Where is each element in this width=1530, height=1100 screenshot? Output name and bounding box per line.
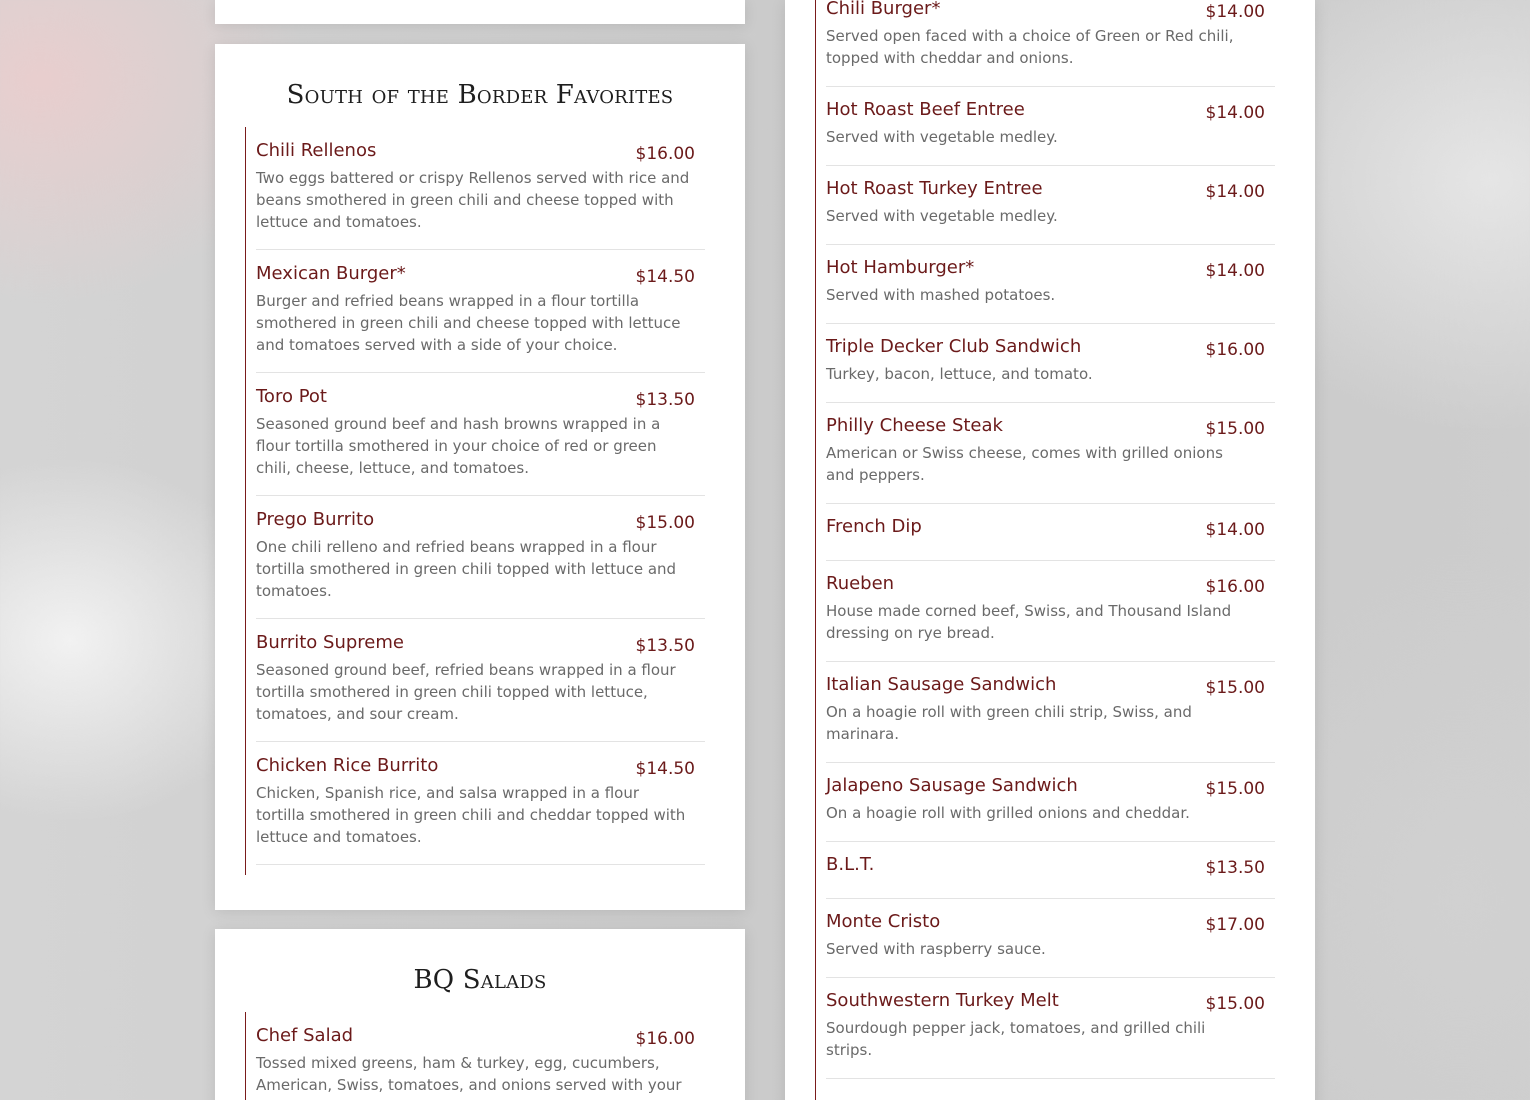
menu-item-name: Triple Decker Club Sandwich [826, 336, 1082, 357]
menu-item-name: Hot Roast Beef Entree [826, 99, 1025, 120]
menu-item[interactable] [826, 674, 1275, 762]
menu-item-description: Seasoned ground beef, refried beans wrapped in a flour tortilla smothered in green chili topped with lettuce, tomatoes, and sour cream. [256, 661, 676, 723]
item-divider [256, 741, 705, 742]
menu-item[interactable] [826, 99, 1275, 165]
menu-item-price: $16.00 [635, 144, 695, 164]
menu-item-name: Chicken Rice Burrito [256, 755, 439, 776]
menu-item-name: French Dip [826, 516, 922, 537]
menu-item-price: $14.00 [1205, 261, 1265, 281]
menu-item-description: Served with mashed potatoes. [826, 286, 1056, 304]
item-divider [826, 323, 1275, 324]
menu-card-previous [215, 0, 745, 24]
menu-item-name: Chili Burger* [826, 0, 941, 19]
menu-item-description: Chicken, Spanish rice, and salsa wrapped in a flour tortilla smothered in green chili and cheddar topped with lettuce and tomatoes. [256, 784, 686, 846]
menu-item-price: $13.50 [1205, 858, 1265, 878]
menu-item[interactable] [826, 775, 1275, 841]
menu-item[interactable] [826, 336, 1275, 402]
section-accent-line [245, 127, 246, 875]
menu-item-description: Two eggs battered or crispy Rellenos served with rice and beans smothered in green chili and cheese topped with lettuce and tomatoes. [256, 169, 690, 231]
menu-item-name: Southwestern Turkey Melt [826, 990, 1059, 1011]
menu-item-name: Chili Rellenos [256, 140, 377, 161]
menu-item-name: Burrito Supreme [256, 632, 404, 653]
menu-item-description: On a hoagie roll with grilled onions and cheddar. [826, 804, 1190, 822]
menu-item-description: Served with raspberry sauce. [826, 940, 1046, 958]
menu-item-price: $16.00 [1205, 340, 1265, 360]
menu-card-south-of-the-border [215, 44, 745, 910]
menu-item-price: $13.50 [635, 390, 695, 410]
menu-item[interactable] [826, 573, 1275, 661]
menu-item-name: Monte Cristo [826, 911, 941, 932]
menu-item[interactable] [826, 990, 1275, 1078]
menu-item[interactable] [826, 516, 1275, 560]
menu-item-name: Mexican Burger* [256, 263, 406, 284]
item-divider [826, 898, 1275, 899]
section-title: BQ Salads [413, 965, 547, 995]
menu-item-price: $16.00 [1205, 577, 1265, 597]
menu-item-name: Chef Salad [256, 1025, 354, 1046]
item-divider [256, 864, 705, 865]
menu-item-name: Hot Roast Turkey Entree [826, 178, 1043, 199]
item-divider [826, 402, 1275, 403]
menu-item[interactable] [826, 178, 1275, 244]
menu-item-name: Prego Burrito [256, 509, 375, 530]
menu-item-price: $14.00 [1205, 520, 1265, 540]
menu-item-description: Sourdough pepper jack, tomatoes, and grilled chili strips. [826, 1019, 1206, 1059]
menu-item-description: One chili relleno and refried beans wrapped in a flour tortilla smothered in green chili topped with lettuce and tomatoes. [256, 538, 677, 600]
menu-item-description: House made corned beef, Swiss, and Thousand Island dressing on rye bread. [826, 602, 1232, 642]
menu-item[interactable] [826, 0, 1275, 86]
menu-item[interactable] [826, 854, 1275, 898]
menu-item-name: Toro Pot [256, 386, 327, 407]
item-divider [256, 249, 705, 250]
menu-item-price: $14.00 [1205, 2, 1265, 22]
item-divider [826, 977, 1275, 978]
menu-item-name: Hot Hamburger* [826, 257, 975, 278]
section-accent-line [245, 1012, 246, 1100]
menu-item-description: Served open faced with a choice of Green or Red chili, topped with cheddar and onions. [826, 27, 1234, 67]
menu-card-salads [215, 929, 745, 1100]
menu-item-price: $15.00 [1205, 678, 1265, 698]
menu-item-price: $16.00 [635, 1029, 695, 1049]
menu-item-price: $15.00 [1205, 779, 1265, 799]
item-divider [256, 495, 705, 496]
item-divider [256, 618, 705, 619]
menu-item-description: Turkey, bacon, lettuce, and tomato. [826, 365, 1093, 383]
menu-card-sandwiches [785, 0, 1315, 1100]
menu-item[interactable] [256, 263, 705, 373]
menu-item-name: Philly Cheese Steak [826, 415, 1003, 436]
item-divider [826, 165, 1275, 166]
menu-item-price: $15.00 [635, 513, 695, 533]
section-title: South of the Border Favorites [286, 80, 674, 110]
menu-item-price: $14.50 [635, 759, 695, 779]
item-divider [826, 841, 1275, 842]
menu-item-description: Tossed mixed greens, ham & turkey, egg, cucumbers, American, Swiss, tomatoes, and onions served with your [256, 1054, 682, 1094]
item-divider [826, 762, 1275, 763]
menu-item[interactable] [256, 140, 705, 250]
menu-item-name: Italian Sausage Sandwich [826, 674, 1057, 695]
menu-item-description: Served with vegetable medley. [826, 128, 1058, 146]
menu-item-price: $13.50 [635, 636, 695, 656]
menu-item-name: B.L.T. [826, 854, 875, 875]
menu-item-price: $17.00 [1205, 915, 1265, 935]
item-divider [826, 86, 1275, 87]
menu-item-description: Seasoned ground beef and hash browns wrapped in a flour tortilla smothered in your choice of red or green chili, cheese, lettuce, and tomatoes. [256, 415, 661, 477]
menu-item[interactable] [256, 1025, 705, 1100]
menu-item-price: $14.00 [1205, 182, 1265, 202]
item-divider [256, 372, 705, 373]
menu-item[interactable] [256, 755, 705, 865]
item-divider [826, 244, 1275, 245]
menu-item-name: Jalapeno Sausage Sandwich [826, 775, 1078, 796]
item-divider [826, 560, 1275, 561]
menu-item-name: Rueben [826, 573, 895, 594]
menu-item-price: $15.00 [1205, 419, 1265, 439]
menu-item[interactable] [256, 632, 705, 742]
menu-item-price: $14.50 [635, 267, 695, 287]
item-divider [826, 503, 1275, 504]
item-divider [826, 1078, 1275, 1079]
menu-item-price: $15.00 [1205, 994, 1265, 1014]
menu-item[interactable] [826, 911, 1275, 977]
menu-item-description: On a hoagie roll with green chili strip, Swiss, and marinara. [826, 703, 1192, 743]
menu-item-description: Served with vegetable medley. [826, 207, 1058, 225]
item-divider [826, 661, 1275, 662]
menu-item[interactable] [826, 415, 1275, 503]
menu-item[interactable] [826, 257, 1275, 323]
menu-item-price: $14.00 [1205, 103, 1265, 123]
menu-item-description: American or Swiss cheese, comes with grilled onions and peppers. [826, 444, 1223, 484]
menu-item[interactable] [256, 386, 705, 496]
menu-item-description: Burger and refried beans wrapped in a flour tortilla smothered in green chili and cheese topped with lettuce and tomatoes served with a side of your choice. [256, 292, 681, 354]
menu-item[interactable] [256, 509, 705, 619]
section-accent-line [815, 0, 816, 1100]
